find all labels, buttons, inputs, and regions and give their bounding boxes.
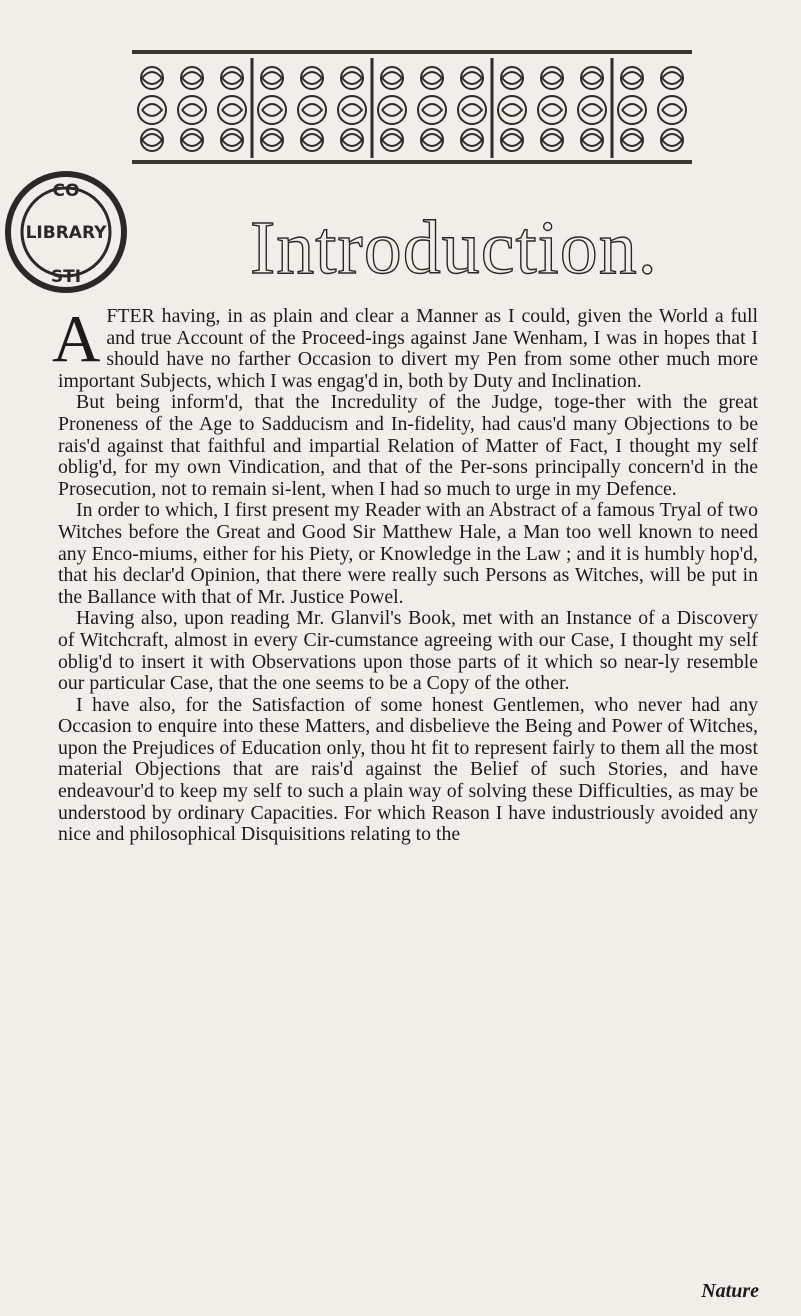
paragraph-2: But being inform'd, that the Incredulity of the Judge, toge-ther with the great Proneness of the Age to Sadducism and In-fidelity, had caus'd many Objections to be rais'd against that faithful and impartial Relation of Matter of Fact, I thought my self oblig'd, for my own Vindication, and that of the Per-sons principally concern'd in the Prosecution, not to remain si-lent, when I had so much to urge in my Defence. bbox=[58, 391, 758, 500]
page-title: Introduction. bbox=[250, 206, 658, 290]
stamp-bottom-text: STI bbox=[50, 267, 82, 287]
drop-cap: A bbox=[52, 302, 101, 376]
stamp-middle-text: LIBRARY bbox=[25, 223, 107, 243]
ornamental-headband bbox=[132, 48, 692, 168]
paragraph-3: In order to which, I first present my Reader with an Abstract of a famous Tryal of two Witches before the Great and Good Sir Matthew Hale, a Man too well known to need any Enco-miums, either for his Piety, or Knowledge in the Law ; and it is humbly hop'd, that his declar'd Opinion, that there were really such Persons as Witches, will be put in the Ballance with that of Mr. Justice Powel. bbox=[58, 499, 758, 608]
paragraph-1 bbox=[52, 302, 758, 392]
stamp-top-text: CO bbox=[52, 181, 80, 201]
paragraph-5: I have also, for the Satisfaction of some honest Gentlemen, who never had any Occasion to enquire into these Matters, and disbelieve the Being and Power of Witches, upon the Prejudices of Education only, thou ht fit to represent fairly to them all the most material Objections that are rais'd against the Belief of such Stories, and have endeavour'd to keep my self to such a plain way of solving these Difficulties, as may be understood by ordinary Capacities. For which Reason I have industriously avoided any nice and philosophical Disquisitions relating to the bbox=[58, 693, 758, 846]
paragraph-1-text: FTER having, in as plain and clear a Manner as I could, given the World a full and true Account of the Proceed-ings against Jane Wenham, I was in hopes that I should have no farther Occasion to divert my Pen from some other much more important Subjects, which I was engag'd in, both by Duty and Inclination. bbox=[58, 305, 758, 392]
paragraph-4: Having also, upon reading Mr. Glanvil's Book, met with an Instance of a Discovery of Witchcraft, almost in every Cir-cumstance agreeing with our Case, I thought my self oblig'd to insert it with Observations upon those parts of it which so near-ly resemble our particular Case, that the one seems to be a Copy of the other. bbox=[58, 607, 758, 695]
catchword: Nature bbox=[701, 1280, 759, 1302]
library-stamp bbox=[4, 170, 128, 294]
body-text bbox=[52, 302, 758, 846]
